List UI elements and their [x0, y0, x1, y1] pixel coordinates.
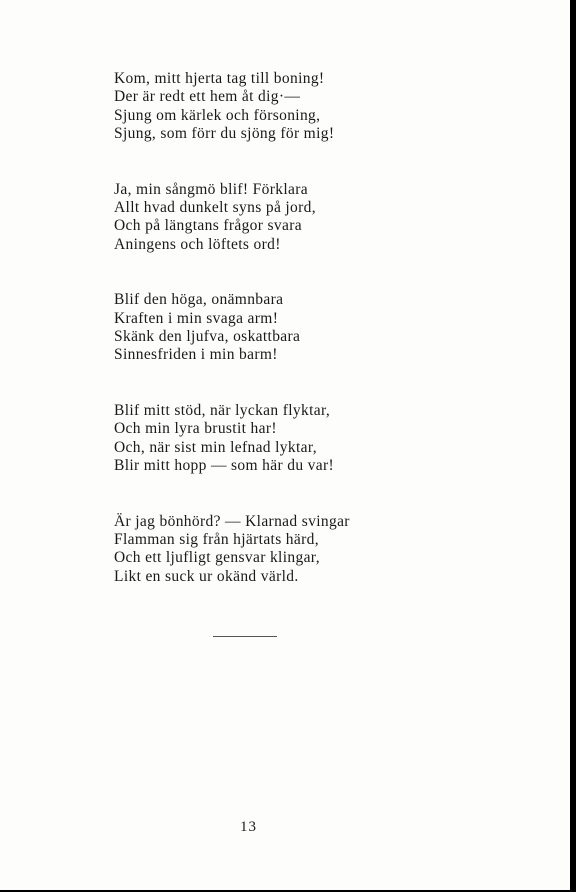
stanza-1-line-3: Sjung om kärlek och försoning,	[114, 106, 321, 124]
stanza-1-line-4: Sjung, som förr du sjöng för mig!	[114, 125, 335, 143]
stanza-4-line-3: Och, när sist min lefnad lyktar,	[114, 438, 317, 456]
poem	[114, 70, 514, 586]
stanza-5-line-2: Flamman sig från hjärtats härd,	[114, 530, 319, 548]
stanza-3	[114, 291, 514, 365]
stanza-3-line-1: Blif den höga, onämnbara	[114, 291, 284, 309]
stanza-2-line-3: Och på längtans frågor svara	[114, 217, 302, 235]
stanza-2	[114, 181, 514, 255]
stanza-2-line-4: Aningens och löftets ord!	[114, 235, 281, 253]
page-number: 13	[240, 819, 257, 835]
end-ornament-rule	[213, 636, 277, 637]
stanza-1	[114, 70, 514, 144]
stanza-5-line-3: Och ett ljufligt gensvar klingar,	[114, 549, 320, 567]
stanza-5	[114, 513, 514, 587]
stanza-5-line-4: Likt en suck ur okänd värld.	[114, 567, 299, 585]
page-edge-right	[570, 0, 576, 892]
stanza-5-line-1: Är jag bönhörd? — Klarnad svingar	[114, 512, 350, 530]
stanza-2-line-1: Ja, min sångmö blif! Förklara	[114, 180, 308, 198]
stanza-4-line-1: Blif mitt stöd, när lyckan flyktar,	[114, 401, 331, 419]
stanza-3-line-3: Skänk den ljufva, oskattbara	[114, 328, 301, 346]
stanza-4	[114, 402, 514, 476]
stanza-1-line-2: Der är redt ett hem åt dig·—	[114, 88, 301, 106]
stanza-4-line-2: Och min lyra brustit har!	[114, 420, 277, 438]
stanza-3-line-4: Sinnesfriden i min barm!	[114, 346, 278, 364]
stanza-1-line-1: Kom, mitt hjerta tag till boning!	[114, 70, 325, 87]
stanza-4-line-4: Blir mitt hopp — som här du var!	[114, 457, 334, 475]
stanza-2-line-2: Allt hvad dunkelt syns på jord,	[114, 199, 316, 217]
stanza-3-line-2: Kraften i min svaga arm!	[114, 309, 279, 327]
